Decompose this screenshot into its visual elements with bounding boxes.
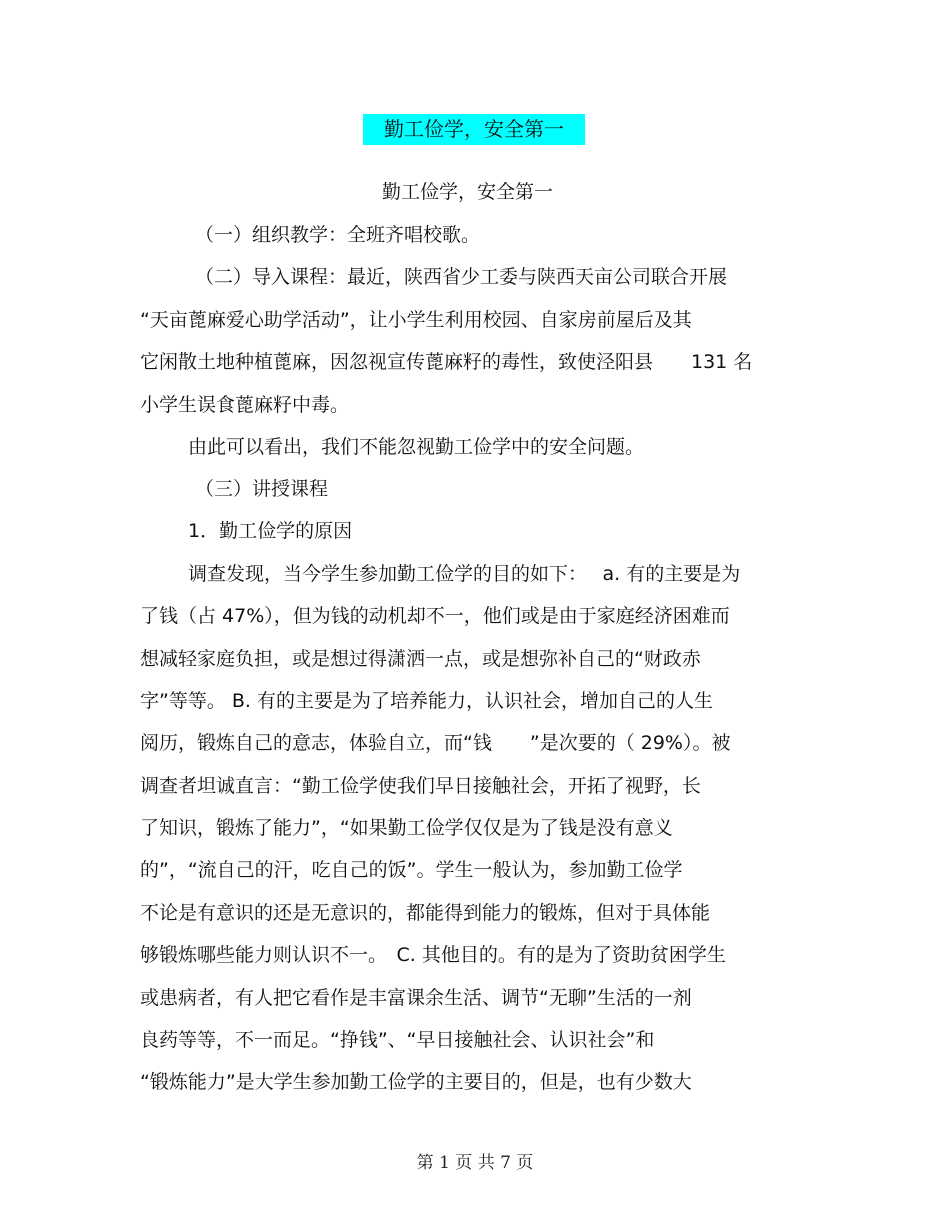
- paragraph-line: 它闲散土地种植蓖麻，因忽视宣传蓖麻籽的毒性，致使泾阳县 131 名: [140, 351, 753, 373]
- paragraph-line: 想减轻家庭负担，或是想过得潇洒一点，或是想弥补自己的“财政赤: [140, 648, 701, 670]
- paragraph-line: 了钱（占 47%），但为钱的动机却不一，他们或是由于家庭经济困难而: [140, 605, 730, 627]
- subsection-heading: 1．勤工俭学的原因: [188, 520, 353, 542]
- paragraph-line: 良药等等，不一而足。“挣钱”、“早日接触社会、认识社会”和: [140, 1029, 655, 1051]
- paragraph-line: 或患病者，有人把它看作是丰富课余生活、调节“无聊”生活的一剂: [140, 987, 692, 1009]
- page-footer: 第 1 页 共 7 页: [416, 1153, 534, 1173]
- paragraph-line: 调查者坦诚直言：“勤工俭学使我们早日接触社会，开拓了视野，长: [140, 775, 701, 797]
- paragraph-line: 够锻炼哪些能力则认识不一。 C. 其他目的。有的是为了资助贫困学生: [140, 944, 726, 966]
- paragraph-line: 调查发现，当今学生参加勤工俭学的目的如下： a. 有的主要是为: [188, 563, 741, 585]
- paragraph-line: “天亩蓖麻爱心助学活动”，让小学生利用校园、自家房前屋后及其: [140, 309, 692, 331]
- paragraph-line: （二）导入课程：最近，陕西省少工委与陕西天亩公司联合开展: [195, 266, 728, 288]
- paragraph-line: 的”，“流自己的汗，吃自己的饭”。学生一般认为，参加勤工俭学: [140, 859, 683, 881]
- paragraph-line: 阅历，锻炼自己的意志，体验自立，而“钱 ”是次要的（ 29%）。被: [140, 732, 731, 754]
- document-subtitle: 勤工俭学，安全第一: [381, 181, 553, 203]
- paragraph-line: 小学生误食蓖麻籽中毒。: [140, 394, 350, 416]
- paragraph-line: 由此可以看出，我们不能忽视勤工俭学中的安全问题。: [188, 436, 645, 458]
- paragraph-line: “锻炼能力”是大学生参加勤工俭学的主要目的，但是，也有少数大: [140, 1071, 692, 1093]
- section-heading: （三）讲授课程: [195, 478, 329, 500]
- paragraph-line: （一）组织教学：全班齐唱校歌。: [195, 224, 481, 246]
- paragraph-line: 了知识，锻炼了能力”，“如果勤工俭学仅仅是为了钱是没有意义: [140, 817, 673, 839]
- document-title: 勤工俭学，安全第一: [363, 114, 585, 145]
- paragraph-line: 字”等等。 B. 有的主要是为了培养能力，认识社会，增加自己的人生: [140, 690, 713, 712]
- paragraph-line: 不论是有意识的还是无意识的，都能得到能力的锻炼，但对于具体能: [140, 902, 711, 924]
